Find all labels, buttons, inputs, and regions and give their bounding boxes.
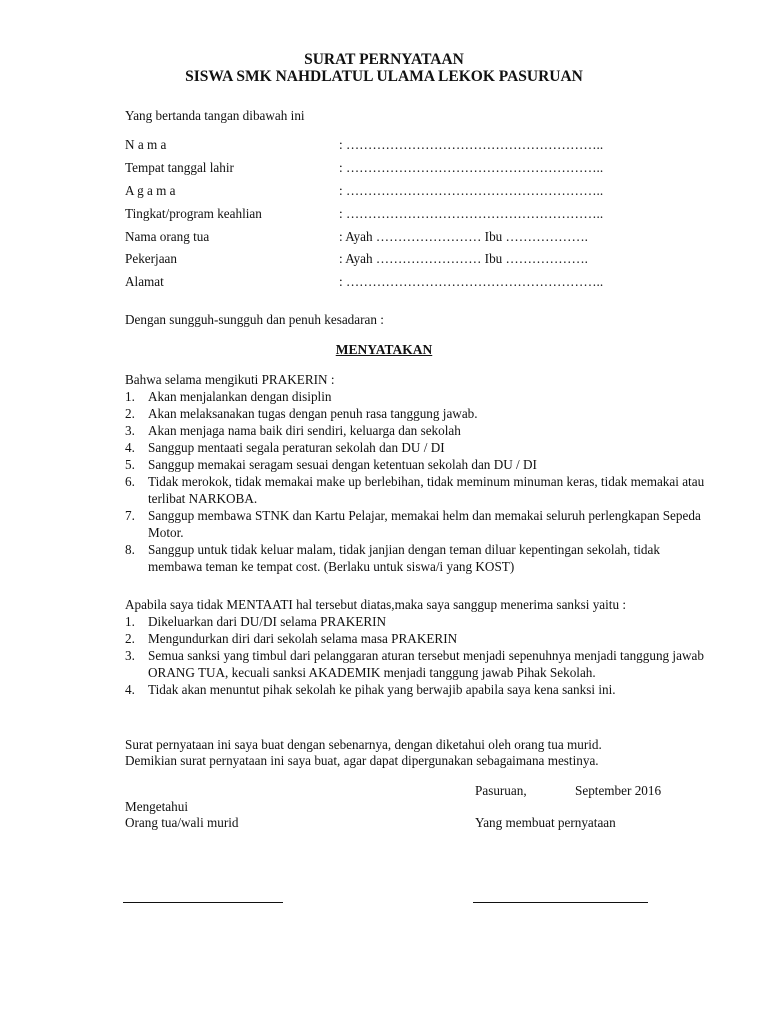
list-text: Akan menjalankan dengan disiplin (148, 389, 332, 404)
list-number: 1. (125, 614, 135, 629)
document-title: SURAT PERNYATAAN (304, 51, 464, 68)
list-text: Sanggup memakai seragam sesuai dengan ketentuan sekolah dan DU / DI (148, 457, 537, 472)
field-label-program: Tingkat/program keahlian (125, 206, 262, 221)
list-item (125, 405, 715, 422)
field-value-nama: : ………………………………………………….. (339, 137, 604, 152)
list-item (125, 439, 715, 456)
list-number: 3. (125, 648, 135, 663)
list-item (125, 613, 715, 630)
left-signature-line (123, 902, 283, 903)
right-signature-label: Yang membuat pernyataan (475, 815, 616, 830)
closing-line-1: Surat pernyataan ini saya buat dengan sebenarnya, dengan diketahui oleh orang tua murid. (125, 737, 602, 752)
list-item (125, 541, 715, 575)
sanctions-intro: Apabila saya tidak MENTAATI hal tersebut diatas,maka saya sanggup menerima sanksi yaitu : (125, 597, 627, 612)
commitments-intro: Bahwa selama mengikuti PRAKERIN : (125, 372, 335, 387)
list-text: Tidak merokok, tidak memakai make up berlebihan, tidak meminum minuman keras, tidak memakai atau terlibat NARKOBA. (148, 474, 705, 506)
field-value-pekerjaan: : Ayah …………………… Ibu ………………. (339, 251, 588, 266)
list-item (125, 473, 715, 507)
list-text: Akan menjaga nama baik diri sendiri, keluarga dan sekolah (148, 423, 461, 438)
list-item (125, 681, 715, 698)
list-number: 2. (125, 406, 135, 421)
list-item (125, 456, 715, 473)
statement-heading: MENYATAKAN (335, 342, 433, 357)
list-text: Mengundurkan diri dari sekolah selama masa PRAKERIN (148, 631, 458, 646)
list-text: Dikeluarkan dari DU/DI selama PRAKERIN (148, 614, 387, 629)
list-number: 3. (125, 423, 135, 438)
document-subtitle: SISWA SMK NAHDLATUL ULAMA LEKOK PASURUAN (185, 68, 583, 85)
field-label-nama: N a m a (125, 137, 167, 152)
commitments-list (125, 388, 715, 575)
list-item (125, 507, 715, 541)
list-item (125, 630, 715, 647)
list-number: 6. (125, 474, 135, 489)
right-signature-line (473, 902, 648, 903)
list-text: Sanggup mentaati segala peraturan sekolah dan DU / DI (148, 440, 445, 455)
closing-line-2: Demikian surat pernyataan ini saya buat, agar dapat dipergunakan sebagaimana mestinya. (125, 753, 599, 768)
signature-date: September 2016 (575, 783, 662, 798)
list-item (125, 647, 715, 681)
field-value-agama: : ………………………………………………….. (339, 183, 604, 198)
list-text: Tidak akan menuntut pihak sekolah ke pihak yang berwajib apabila saya kena sanksi ini. (148, 682, 616, 697)
list-text: Sanggup membawa STNK dan Kartu Pelajar, memakai helm dan memakai seluruh perlengkapan Sepeda Motor. (148, 508, 701, 540)
list-number: 8. (125, 542, 135, 557)
list-text: Sanggup untuk tidak keluar malam, tidak janjian dengan teman diluar kepentingan sekolah, tidak membawa teman ke tempat cost. (Berlaku untuk siswa/i yang KOST) (148, 542, 660, 574)
sanctions-list (125, 613, 715, 698)
field-value-orang-tua: : Ayah …………………… Ibu ………………. (339, 229, 588, 244)
statement-intro: Dengan sungguh-sungguh dan penuh kesadaran : (125, 312, 384, 327)
field-label-pekerjaan: Pekerjaan (125, 251, 177, 266)
left-signature-label-1: Mengetahui (125, 799, 188, 814)
list-number: 7. (125, 508, 135, 523)
field-value-alamat: : ………………………………………………….. (339, 274, 604, 289)
field-label-alamat: Alamat (125, 274, 164, 289)
field-label-ttl: Tempat tanggal lahir (125, 160, 234, 175)
list-item (125, 388, 715, 405)
signature-place: Pasuruan, (475, 783, 527, 798)
list-number: 2. (125, 631, 135, 646)
field-value-program: : ………………………………………………….. (339, 206, 604, 221)
list-number: 5. (125, 457, 135, 472)
list-text: Semua sanksi yang timbul dari pelanggaran aturan tersebut menjadi sepenuhnya menjadi tanggung jawab ORANG TUA, kecuali sanksi AKADEMIK menjadi tanggung jawab Pihak Sekolah. (148, 648, 704, 680)
field-value-ttl: : ………………………………………………….. (339, 160, 604, 175)
list-number: 4. (125, 440, 135, 455)
field-label-agama: A g a m a (125, 183, 176, 198)
field-label-orang-tua: Nama orang tua (125, 229, 210, 244)
list-number: 4. (125, 682, 135, 697)
left-signature-label-2: Orang tua/wali murid (125, 815, 239, 830)
list-text: Akan melaksanakan tugas dengan penuh rasa tanggung jawab. (148, 406, 478, 421)
list-number: 1. (125, 389, 135, 404)
list-item (125, 422, 715, 439)
intro-text: Yang bertanda tangan dibawah ini (125, 108, 305, 123)
